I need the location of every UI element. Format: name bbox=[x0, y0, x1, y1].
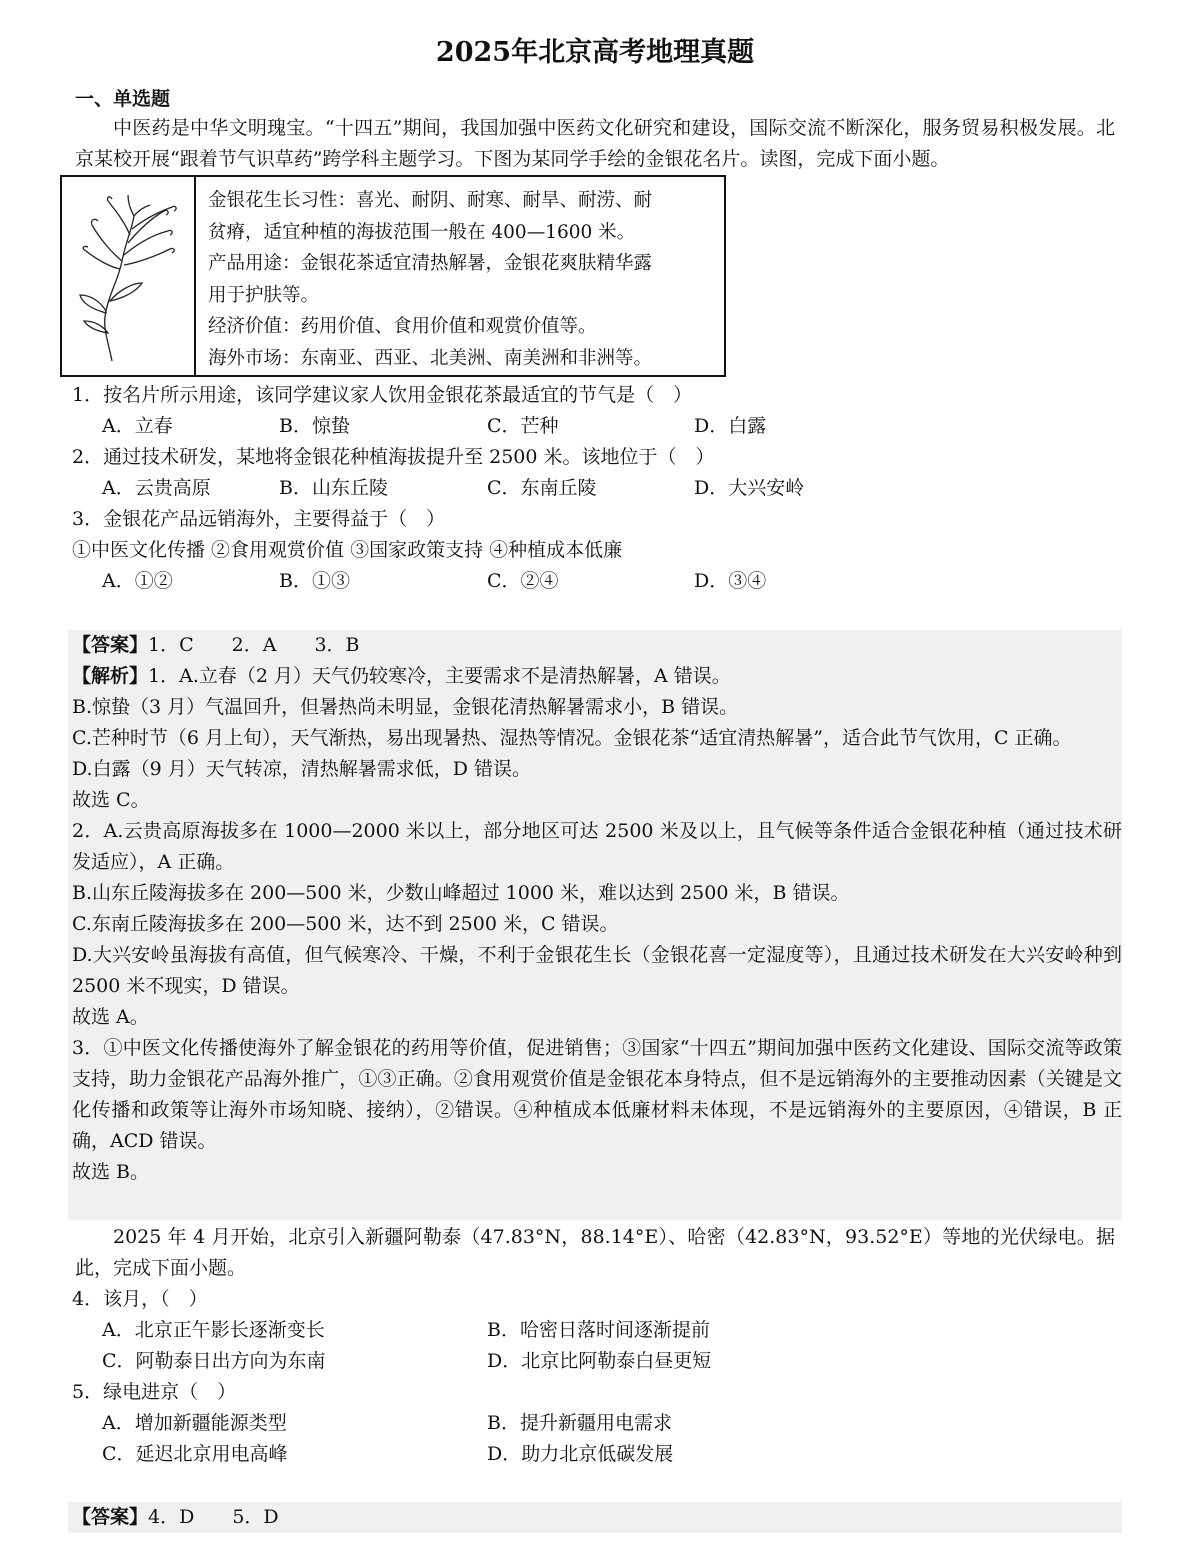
question-5-stem: 5．绿电进京（ ） bbox=[72, 1381, 237, 1403]
answer-text: 4．D 5．D bbox=[148, 1506, 279, 1528]
intro-paragraph-1: 中医药是中华文明瑰宝。“十四五”期间，我国加强中医药文化研究和建设，国际交流不断深化，服务贸易积极发展。北京某校开展“跟着节气识草药”跨学科主题学习。下图为某同学手绘的金银花名片。读图，完成下面小题。 bbox=[75, 117, 1115, 170]
honeysuckle-card bbox=[60, 175, 726, 377]
card-line: 产品用途：金银花茶适宜清热解暑，金银花爽肤精华露 bbox=[208, 253, 653, 274]
analysis-line: D.大兴安岭虽海拔有高值，但气候寒冷、干燥，不利于金银花生长（金银花喜一定湿度等），且通过技术研发在大兴安岭种到 2500 米不现实，D 错误。 bbox=[72, 944, 1122, 997]
card-line: 用于护肤等。 bbox=[208, 284, 320, 306]
question-2-stem: 2．通过技术研发，某地将金银花种植海拔提升至 2500 米。该地位于（ ） bbox=[72, 446, 715, 468]
option-d: D．北京比阿勒泰白昼更短 bbox=[487, 1350, 712, 1372]
option-d: D．③④ bbox=[694, 570, 767, 592]
option-c: C．②④ bbox=[487, 570, 559, 592]
question-4-stem: 4．该月，（ ） bbox=[72, 1288, 208, 1310]
answer-box-2 bbox=[68, 1502, 1122, 1533]
card-line: 海外市场：东南亚、西亚、北美洲、南美洲和非洲等。 bbox=[208, 347, 653, 369]
analysis-line: 故选 B。 bbox=[72, 1161, 150, 1183]
option-d: D．大兴安岭 bbox=[694, 477, 805, 499]
analysis-line: 故选 C。 bbox=[72, 789, 150, 811]
analysis-tag: 【解析】 bbox=[72, 665, 149, 687]
option-c: C．延迟北京用电高峰 bbox=[102, 1443, 288, 1465]
option-a: A．立春 bbox=[102, 415, 173, 437]
analysis-line: 故选 A。 bbox=[72, 1006, 149, 1028]
option-d: D．白露 bbox=[694, 415, 767, 437]
honeysuckle-image bbox=[62, 177, 196, 375]
analysis-line: D.白露（9 月）天气转凉，清热解暑需求低，D 错误。 bbox=[72, 758, 531, 780]
option-a: A．①② bbox=[102, 570, 173, 592]
option-b: B．山东丘陵 bbox=[279, 477, 388, 499]
answer-tag: 【答案】 bbox=[72, 1506, 149, 1528]
card-line: 经济价值：药用价值、食用价值和观赏价值等。 bbox=[208, 316, 597, 337]
analysis-line: C.芒种时节（6 月上旬），天气渐热，易出现暑热、湿热等情况。金银花茶“适宜清热解暑”，适合此节气饮用，C 正确。 bbox=[72, 727, 1072, 749]
option-a: A．北京正午影长逐渐变长 bbox=[102, 1319, 325, 1341]
analysis-line: 2．A.云贵高原海拔多在 1000—2000 米以上，部分地区可达 2500 米及以上，且气候等条件适合金银花种植（通过技术研发适应），A 正确。 bbox=[72, 820, 1122, 873]
option-b: B．提升新疆用电需求 bbox=[487, 1412, 672, 1434]
intro-paragraph-2: 2025 年 4 月开始，北京引入新疆阿勒泰（47.83°N，88.14°E）、哈密（42.83°N，93.52°E）等地的光伏绿电。据此，完成下面小题。 bbox=[75, 1226, 1115, 1279]
option-c: C．东南丘陵 bbox=[487, 477, 597, 499]
option-c: C．阿勒泰日出方向为东南 bbox=[102, 1350, 326, 1372]
card-line: 贫瘠，适宜种植的海拔范围一般在 400—1600 米。 bbox=[208, 221, 636, 243]
option-c: C．芒种 bbox=[487, 415, 559, 437]
question-3-items: ①中医文化传播 ②食用观赏价值 ③国家政策支持 ④种植成本低廉 bbox=[72, 539, 623, 561]
analysis-line: B.山东丘陵海拔多在 200—500 米，少数山峰超过 1000 米，难以达到 2500 米，B 错误。 bbox=[72, 882, 850, 904]
question-3-stem: 3．金银花产品远销海外，主要得益于（ ） bbox=[72, 508, 446, 530]
analysis-line: 3．①中医文化传播使海外了解金银花的药用等价值，促进销售；③国家“十四五”期间加强中医药文化建设、国际交流等政策支持，助力金银花产品海外推广，①③正确。②食用观赏价值是金银花本身特点，但不是远销海外的主要推动因素（关键是文化传播和政策等让海外市场知晓、接纳），②错误。④种植成本低廉材料未体现，不是远销海外的主要原因，④错误，B 正确，ACD 错误。 bbox=[72, 1037, 1122, 1152]
analysis-line: B.惊蛰（3 月）气温回升，但暑热尚未明显，金银花清热解暑需求小，B 错误。 bbox=[72, 696, 739, 718]
option-a: A．云贵高原 bbox=[102, 477, 211, 499]
option-b: B．惊蛰 bbox=[279, 415, 350, 437]
option-a: A．增加新疆能源类型 bbox=[102, 1412, 287, 1434]
page-title: 2025年北京高考地理真题 bbox=[435, 37, 755, 68]
answer-box-1 bbox=[68, 630, 1122, 1220]
card-line: 金银花生长习性：喜光、耐阴、耐寒、耐旱、耐涝、耐 bbox=[208, 190, 653, 211]
option-b: B．①③ bbox=[279, 570, 350, 592]
answer-text: 1．C 2．A 3．B bbox=[148, 634, 360, 656]
analysis-line: C.东南丘陵海拔多在 200—500 米，达不到 2500 米，C 错误。 bbox=[72, 913, 619, 935]
option-b: B．哈密日落时间逐渐提前 bbox=[487, 1319, 710, 1341]
card-text bbox=[196, 177, 724, 375]
section-heading: 一、单选题 bbox=[75, 88, 171, 110]
analysis-line: 1．A.立春（2 月）天气仍较寒冷，主要需求不是清热解暑，A 错误。 bbox=[148, 665, 731, 687]
option-d: D．助力北京低碳发展 bbox=[487, 1443, 674, 1465]
question-1-stem: 1．按名片所示用途，该同学建议家人饮用金银花茶最适宜的节气是（ ） bbox=[72, 384, 693, 406]
answer-tag: 【答案】 bbox=[72, 634, 149, 656]
honeysuckle-drawing bbox=[72, 191, 184, 366]
